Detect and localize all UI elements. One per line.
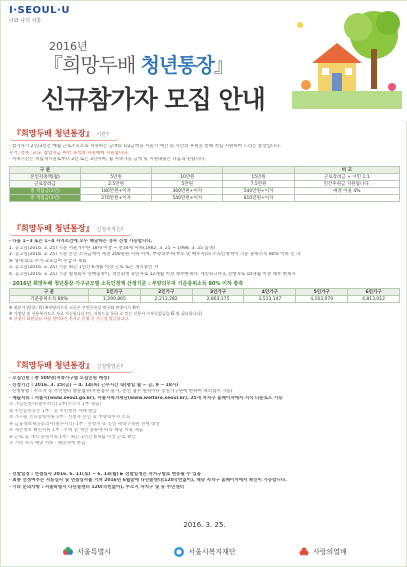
table-header: 비 고 [294, 166, 399, 173]
note-line: ※ 가정당 및 신용복지도로 자료 가능합니다 (인, 서원드를 통하 로 인는 신용사 수부득없공을 IS 월 필요합니다) [9, 310, 202, 316]
table-row [10, 180, 400, 187]
eligibility-line: · 다음 1~3 또는 1~4 자격조건에 모두 해당하는 경우 신청 가능합니다. [9, 239, 153, 244]
table-header-row [10, 166, 400, 173]
table-cell: 2.5만원 [80, 180, 151, 187]
table-cell: 근로장려금 [10, 180, 81, 187]
table-header [80, 166, 151, 173]
table-row [10, 187, 400, 194]
org-name: 서울시복지재단 [188, 547, 236, 556]
house-tree-illustration [292, 5, 402, 109]
about-line: · 저축기간은 적립개시일로부터 2년 또는 3년이며, 월 저축가능 금액 및 지원내용은 다음과 같습니다. [9, 157, 206, 162]
section-about-title [9, 128, 119, 141]
table-cell: 예정 이율 4% [294, 187, 399, 194]
love-fruit-icon [298, 546, 310, 558]
section-application [9, 353, 400, 491]
year-label: 2016년 [49, 40, 88, 53]
welfare-foundation-icon [173, 546, 185, 558]
savings-table [9, 166, 400, 202]
eligibility-line: 4. 공고일(2016. 3. 25) 기준 법정회사 연매출정이, 개인회생 중인자로 12개월 이상 채무변제자, 개인워크아웃 진행자로 10개월 이상 채무 변제자 [9, 271, 296, 277]
document-item: ⑥ 근로 및 재직 증빙서류 1부 · 최근 1년간 6개월 이상 근로 확인 [9, 434, 136, 440]
table-cell: 5만원 [80, 173, 151, 180]
application-line: · 신청기간 : 2016. 3. 25(금) ~ 4. 14(목) 근무시간 내(평일 월 ~ 금, 9 ~ 18시) [9, 382, 179, 388]
document-item: ⑦ 기타 자격 해당 서류 · 해당자에 한함 [9, 441, 86, 446]
schedule-line: · 선발일정 : 면접심사 2016. 6. 11(토) ~ 6. 13(월) ▶ 선발일정은 자치구별로 변동될 수 있음 [9, 471, 201, 477]
note-line: ※ 신청시 회원결심 사항 참여하신 문서로 운영 중 가능성 발급합니다. [9, 316, 130, 321]
document-item: ④ 금융정보제공동의서(필수서식) 1부 · 신청자 및 동일 세대구성원 전체 대상 [9, 421, 160, 427]
section-application-title [9, 360, 133, 373]
table-header [152, 166, 223, 173]
document-item: ⑤ 재산정보 확인서류 1부 · 주택 및 재산 종류에 따라 해당 서류 제출 [9, 428, 144, 433]
table-cell [294, 194, 399, 201]
program-title [43, 49, 233, 78]
love-fruit-logo [298, 546, 347, 558]
table-cell: 기준중위소득 80% [10, 296, 89, 303]
table-cell: 810만원+이자 [223, 194, 294, 201]
table-header: 6인가구 [348, 289, 400, 296]
table-cell: 7.5만원 [223, 180, 294, 187]
table-header: 1인가구 [88, 289, 140, 296]
table-cell: 본인저축액(월) [10, 173, 81, 180]
table-cell: 총 적립금(2년) [10, 187, 81, 194]
seoul-logo-subtitle: 너와 나의 서울 [9, 18, 42, 24]
issue-date: 2016. 3. 25. [183, 521, 226, 529]
title-highlight: 청년통장 [140, 53, 214, 77]
table-cell: 근로장려금 + 시민 1:1 [294, 173, 399, 180]
main-title: 신규참가자 모집 안내 [41, 85, 265, 114]
schedule-line: · 기타 문의사항 : 서울특별시 다산콜센터 120(국번없이), 주소지 자치구 및 동 주민센터 [9, 484, 185, 490]
application-line: · 신청방법 : 주소지 동 주민센터 방문접수(우편접수 불가, 본인 접수 원칙이나 동일가구원에 한하여 대리접수 가능) [9, 389, 233, 394]
table-header [223, 166, 294, 173]
org-name: 사랑의열매 [313, 547, 347, 556]
table-cell: 1,299,865 [88, 296, 140, 303]
table-cell: 10만원 [152, 173, 223, 180]
section-about-title-text: 『희망두배 청년통장』 [13, 129, 94, 138]
table-cell: 2,213,282 [140, 296, 192, 303]
table-cell: 540만원+이자 [152, 194, 223, 201]
table-header: 5인가구 [296, 289, 348, 296]
table-header: 구 분 [10, 289, 89, 296]
footer-logos [1, 535, 407, 567]
seoul-city-logo [62, 546, 111, 558]
about-line: 주거, 결혼, 교육, 창업자금 마련 목적의 저축예에 지원합니다. [9, 150, 130, 156]
income-table-title: · 2016년 희망두배 청년통장 가구규모별 소득인정액 산정기준 : 부양의무자 기준중위소득 80% 이하 충족 [9, 281, 244, 287]
table-cell: 4,163,079 [296, 296, 348, 303]
table-row [10, 173, 400, 180]
schedule-line: · 최종 선정여부는 서류심사 및 면접심사를 거쳐 2016년 6월말에 다산콜센터(120국번없이), 해당 자치구 홈페이지에서 확인이 가능합니다. [9, 478, 287, 483]
application-line: · 제출서류 : 서울시(www.seoul.go.kr), 서울시복지재단(www.welfare.seoul.kr), 25개 자치구 홈페이지에서 서식 다운로드 가능 [9, 395, 283, 401]
application-line: · 모집인원 : 총 500명(저축가구별 모집인원 배정) [9, 376, 110, 381]
seoul-logo: I·SEOUL·U [9, 5, 70, 16]
org-name: 서울특별시 [77, 547, 111, 556]
section-application-title-question: 신청방법은? [96, 364, 124, 370]
table-cell: 540만원+이자 [223, 187, 294, 194]
table-cell: 15만원 [223, 173, 294, 180]
section-eligibility [9, 216, 400, 322]
table-header: 3인가구 [192, 289, 244, 296]
income-table [9, 288, 400, 303]
document-item: ③ 가구원 소득증빙서류 1부 · 신청자 본인 및 부양의무자 소득 [9, 415, 131, 420]
eligibility-line: ※ 생계·의료·주거·교육급여 수급자 제외 [9, 258, 87, 264]
table-cell: 180만원+이자 [80, 187, 151, 194]
document-item: ② 주민등록등본 1부 · 동 주민센터 자체 발급 [9, 408, 97, 414]
poster-header [1, 1, 407, 121]
about-line: · 참가자가 2년/3년간 매월 근로소득으로 저축하는 금액의 1/2금액을 서울시 예산 및 시민의 후원을 통해 적립 지원하여 드리는 통장입니다. [9, 144, 282, 149]
section-about [9, 121, 400, 202]
table-header: 4인가구 [244, 289, 296, 296]
table-cell: 360만원+이자 [152, 187, 223, 194]
section-eligibility-title-question: 신청자격은? [96, 227, 124, 233]
eligibility-line: 1. 공고일(2016. 3. 25) 기준 서울거주한 18세 이상 ~ 만34세 이하(1982. 3. 25 ~ 1998. 3. 25 출생) [9, 245, 215, 251]
table-cell: 5만원 [152, 180, 223, 187]
table-cell: 270만원+이자 [80, 194, 151, 201]
table-cell: 총 적립금(3년) [10, 194, 81, 201]
table-row [10, 296, 400, 303]
section-eligibility-title [9, 223, 133, 236]
table-cell: 민간후원금 지원됩니다. [294, 180, 399, 187]
table-cell: 2,863,175 [192, 296, 244, 303]
welfare-foundation-logo [173, 546, 235, 558]
table-header: 2인가구 [140, 289, 192, 296]
title-prefix: 『희망두배 [43, 53, 141, 77]
eligibility-line: 3. 공고일(2016. 3. 25) 기준 최근 1년간 6개월 이상 근로 또는 재직중인 자 [9, 265, 159, 270]
table-row [10, 194, 400, 201]
section-about-title-question: 이란? [96, 132, 109, 138]
table-header: 구 분 [10, 166, 81, 173]
eligibility-line: 2. 공고일(2016. 3. 25) 기준 본인 소득금액이 세전 200만원 이하 이며, 부양의무자(부모 및 배우자)의 소득인정액이 기준 중위소득 80% 이하 인 자 [9, 252, 301, 257]
seoul-city-icon [62, 546, 74, 558]
section-eligibility-title-text: 『희망두배 청년통장』 [13, 224, 94, 233]
document-item: ① 가입신청서(필수서식) 1부(주소시 1부 제출) [9, 402, 102, 407]
title-suffix: 』 [213, 53, 233, 77]
section-application-title-text: 『희망두배 청년통장』 [13, 361, 94, 370]
table-cell: 4,813,012 [348, 296, 400, 303]
note-line: ※ 월본가 (단위: 원) ※부양의무자 소득은 주민등록상 연구와 연령이기 확인 [9, 305, 140, 310]
table-cell: 3,513,147 [244, 296, 296, 303]
table-header-row [10, 289, 400, 296]
